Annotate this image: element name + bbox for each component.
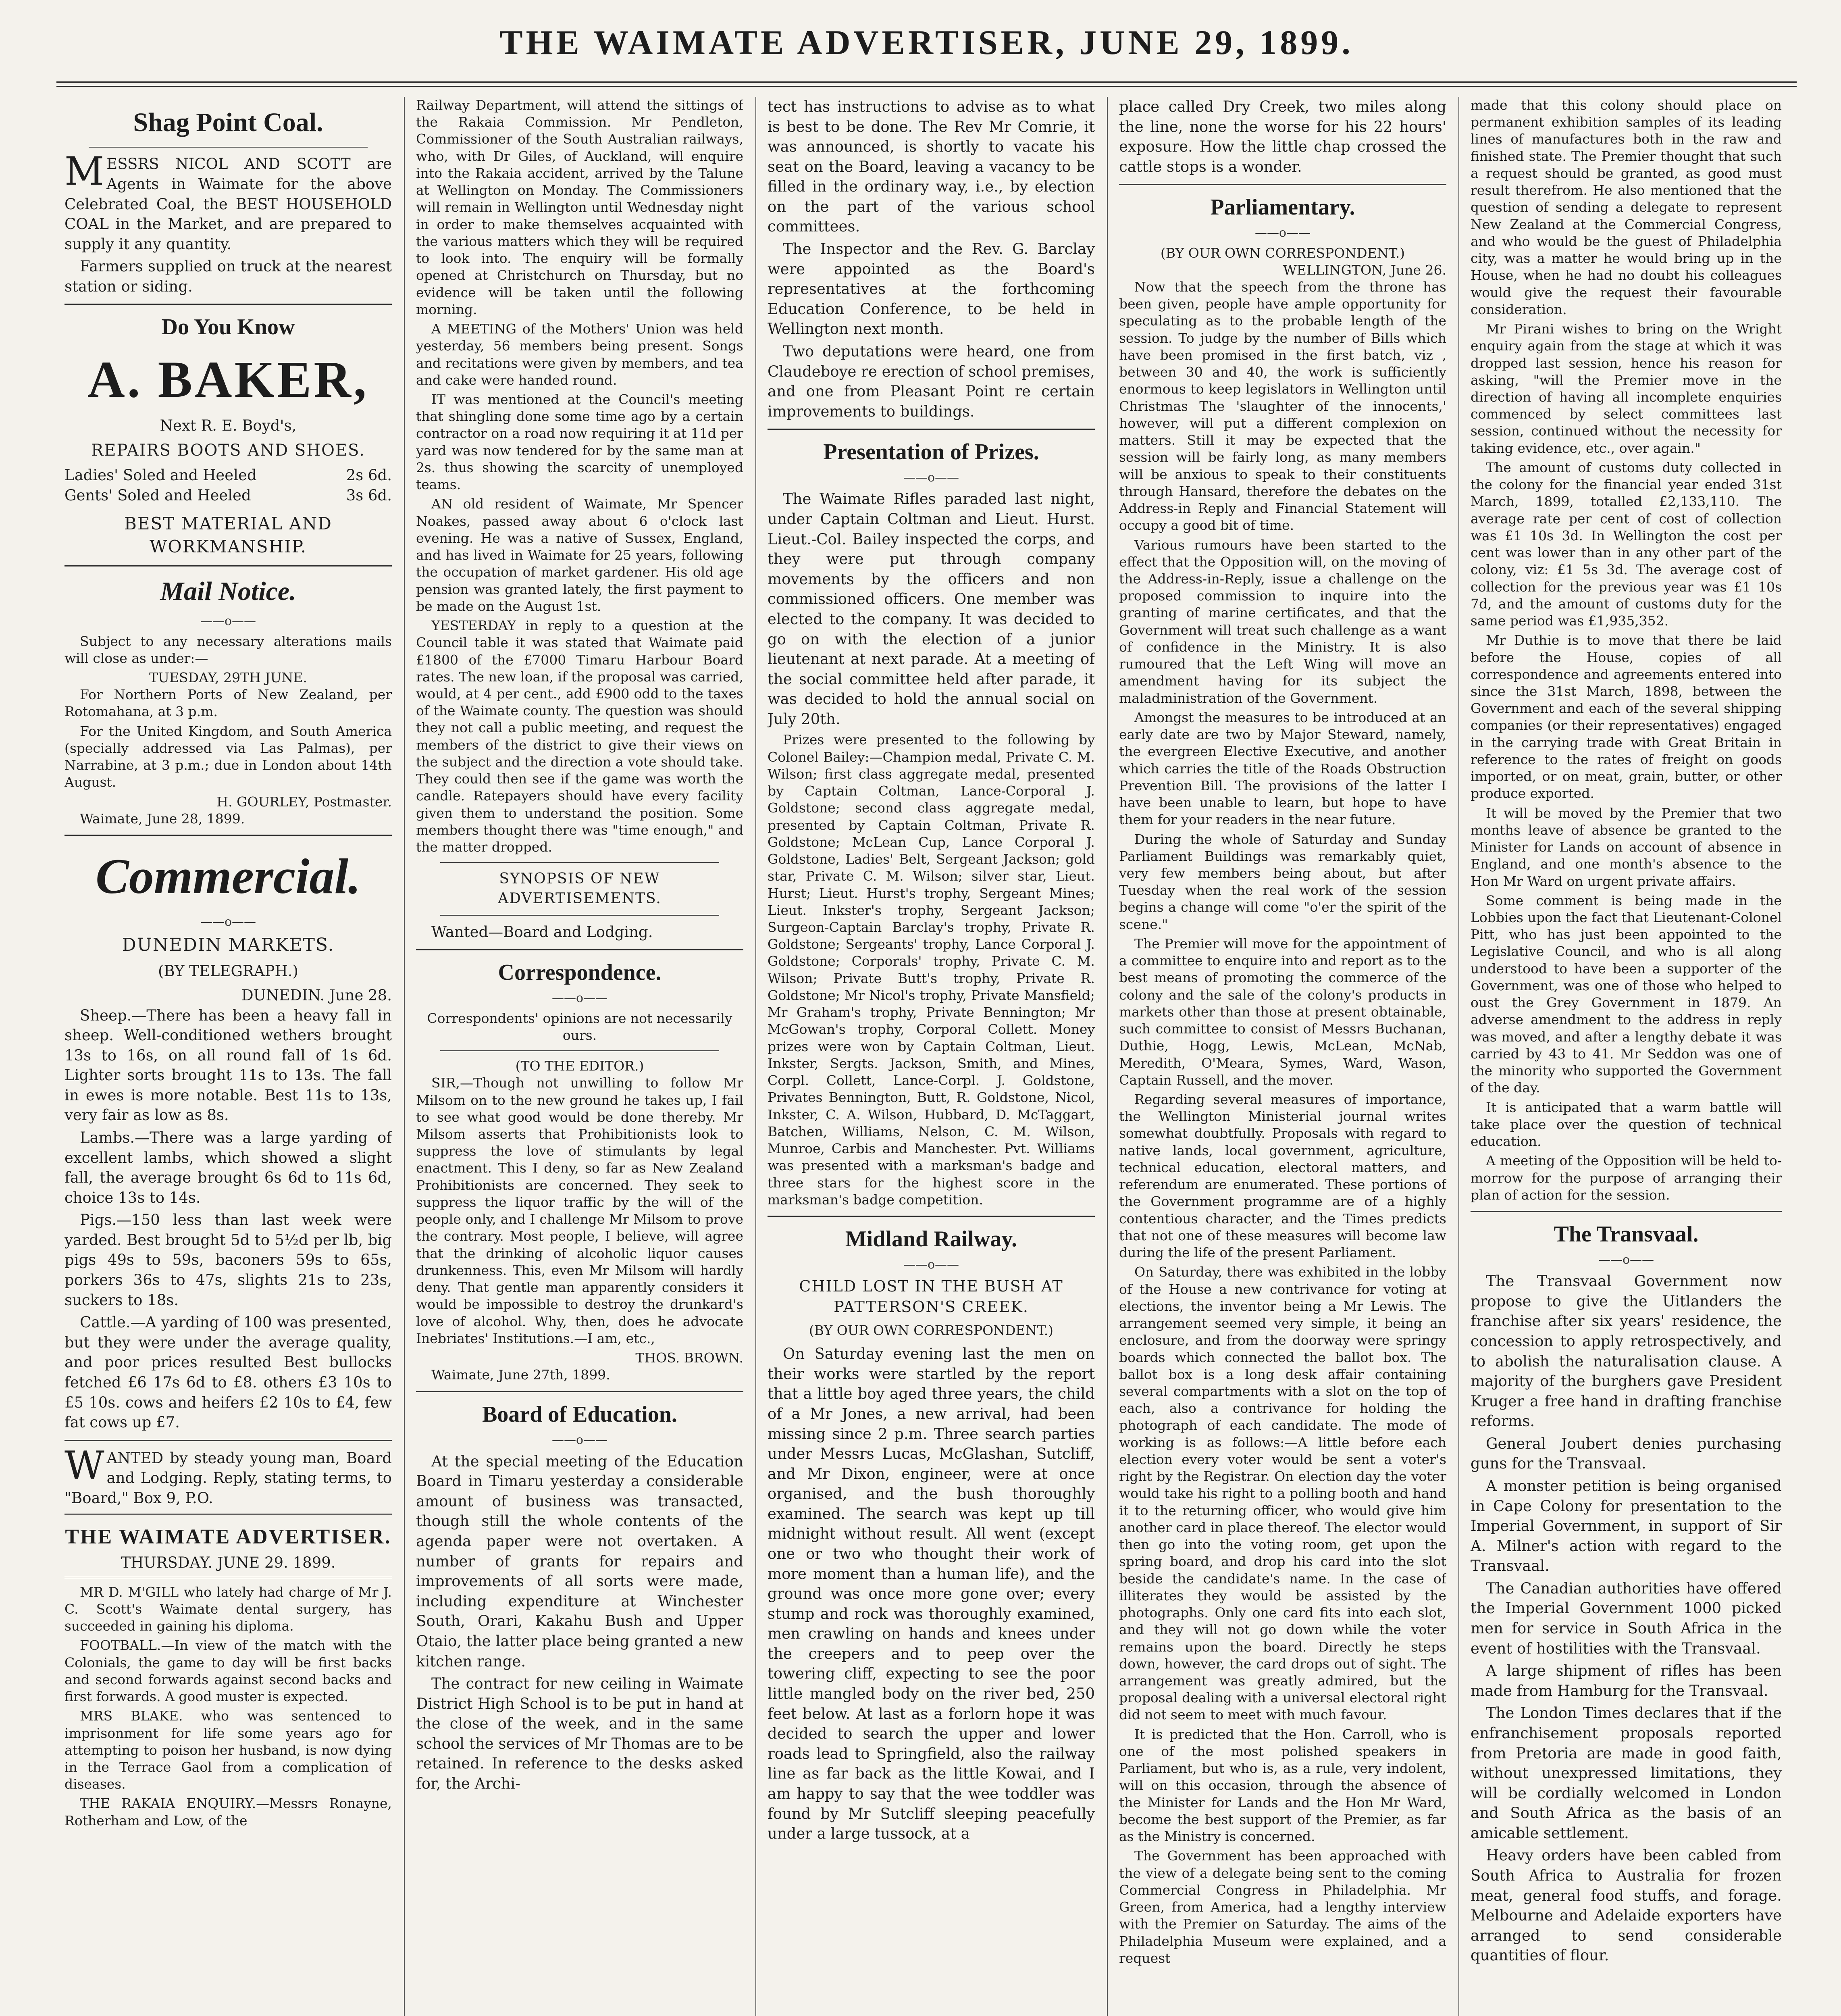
dash-ornament: ——o—— bbox=[200, 614, 256, 629]
market-sheep: Sheep.—There has been a heavy fall in sheep. Well-conditioned wethers brought 13s to 16s, on all round fall of 1s 6d. Lighter sorts brought 11s to 13s. The fall in ewes is more notable. Best 11s to 13s, very fair as low as 8s. bbox=[64, 1006, 392, 1124]
parl-carroll: It is predicted that the Hon. Carroll, who is one of the most polished speakers in Parliament, but who is, as a rule, very indolent, will on this occasion, through the absence of the Minister for Lands and the Hon Mr Ward, become the best support of the Premier, as far as the Ministry is concerned. bbox=[1119, 1726, 1446, 1845]
column-1 bbox=[64, 97, 392, 2016]
correspondence-heading: Correspondence. bbox=[498, 960, 662, 985]
news-mcgill: MR D. M'GILL who lately had charge of Mr J. C. Scott's Waimate dental surgery, has succeeded in gaining his diploma. bbox=[64, 1584, 392, 1634]
column-2 bbox=[416, 97, 743, 2016]
shag-point-ad: MESSRS NICOL AND SCOTT are Agents in Waimate for the above Celebrated Coal, the BEST HOUSEHOLD COAL in the Market, and are prepared to supply it any quantity. bbox=[64, 149, 392, 253]
to-the-editor: (TO THE EDITOR.) bbox=[515, 1058, 644, 1074]
divider bbox=[64, 304, 392, 305]
transvaal-canada: The Canadian authorities have offered the Imperial Government 1000 picked men for service in South Africa in the event of hostilities with the Transvaal. bbox=[1471, 1579, 1782, 1657]
column-rule bbox=[1458, 97, 1459, 2016]
mail-subject: Subject to any necessary alterations mails will close as under:— bbox=[64, 633, 392, 666]
column-3 bbox=[768, 97, 1095, 2016]
midland-railway-heading: Midland Railway. bbox=[845, 1226, 1017, 1252]
parl-pirani: Mr Pirani wishes to bring on the Wright enquiry again from the stage at which it was dropped last session, hence his reason for asking, "will the Premier move in the direction of having all incomplete enquiries commenced by select committees last session, continued without the necessity for taking evidence, etc., over again." bbox=[1471, 321, 1782, 456]
divider bbox=[440, 1050, 719, 1051]
ladies-label: Ladies' Soled and Heeled bbox=[64, 467, 257, 484]
dash-ornament: ——o—— bbox=[903, 471, 959, 485]
synopsis-item: Wanted—Board and Lodging. bbox=[431, 923, 653, 941]
news-harbour-rates: YESTERDAY in reply to a question at the Council table it was stated that Waimate paid £1800 of the £7000 Timaru Harbour Board rates. The new loan, if the proposal was carried, would, at 4 per cent., add £900 odd to the taxes of the Waimate county. The question was should they not call a public meeting, and request the members of the district to give their views on the subject and the direction a vote should take. They could then see if the game was worth the candle. Ratepayers should have every facility given them to understand the position. Some members thought there was "time enough," and the matter dropped. bbox=[416, 618, 743, 855]
parliament-dateline: WELLINGTON, June 26. bbox=[1283, 262, 1446, 278]
baker-workmanship: BEST MATERIAL AND WORKMANSHIP. bbox=[124, 514, 332, 556]
news-rakaia-cont: Railway Department, will attend the sittings of the Rakaia Commission. Mr Pendleton, Commissioner of the South Australian railways, who, with Dr Giles, of Auckland, will enquire into the Rakaia accident, arrived by the Talune at Wellington on Monday. The Commissioners will remain in Wellington until Wednesday night in order to make themselves acquainted with the various matters which they will be required to look into. The enquiry will be formally opened at Christchurch on Thursday, but no evidence will be taken until the following morning. bbox=[416, 97, 743, 317]
dash-ornament: ——o—— bbox=[200, 915, 256, 929]
divider bbox=[64, 565, 392, 566]
news-shingling: IT was mentioned at the Council's meeting that shingling done some time ago by a certain contractor on a road now requiring it at 11d per yard was now tendered for by the same man at 2s. thus showing the scarcity of unemployed teams. bbox=[416, 391, 743, 493]
column-5 bbox=[1471, 97, 1782, 2016]
masthead bbox=[56, 12, 1797, 87]
transvaal-rifles: A large shipment of rifles has been made from Hamburg for the Transvaal. bbox=[1471, 1662, 1782, 1699]
divider bbox=[768, 429, 1095, 430]
parl-quiet-weekend: During the whole of Saturday and Sunday Parliament Buildings was remarkably quiet, very few members being about, but after Tuesday when the real work of the session begins a change will come "o'er the spirit of the scene." bbox=[1119, 831, 1446, 932]
masthead-rule bbox=[56, 81, 1797, 87]
rifles-parade: The Waimate Rifles paraded last night, under Captain Coltman and Lieut. Hurst. Lieut.-Col. Bailey inspected the corps, and they were put through company movements by the officers and non commissioned officers. One member was elected to the company. It was decided to go on with the election of a junior lieutenant at next parade. At a meeting of the social committee held after parade, it was decided to hold the annual social on July 20th. bbox=[768, 490, 1095, 728]
parl-committee: The Premier will move for the appointment of a committee to enquire into and report as to the best means of promoting the commerce of the colony and the sale of the colony's products in markets other than those at present obtainable, such committee to consist of Messrs Buchanan, Duthie, Hogg, Lewis, McLean, McNab, Meredith, O'Meara, Symes, Ward, Wason, Captain Russell, and the mover. bbox=[1119, 935, 1446, 1088]
divider bbox=[64, 835, 392, 836]
mail-dateline: Waimate, June 28, 1899. bbox=[80, 810, 245, 827]
prizes-heading: Presentation of Prizes. bbox=[823, 439, 1039, 465]
transvaal-orders: Heavy orders have been cabled from South Africa to Australia for frozen meat, general food stuffs, and forage. Melbourne and Adelaide exporters have arranged to send considerable quantities of flour. bbox=[1471, 1847, 1782, 1964]
parl-philadelphia: The Government has been approached with the view of a delegate being sent to the coming Commercial Congress in Philadelphia. Mr Green, from America, had a lengthy interview with the Premier on Saturday. The aims of the Philadelphia Museum were explained, and a request bbox=[1119, 1848, 1446, 1966]
child-lost-cont: place called Dry Creek, two miles along the line, none the worse for his 22 hours' exposure. How the little chap crossed the cattle stops is a wonder. bbox=[1119, 98, 1446, 175]
letter-signature: THOS. BROWN. bbox=[635, 1350, 743, 1366]
transvaal-heading: The Transvaal. bbox=[1554, 1222, 1699, 1247]
divider bbox=[1471, 1211, 1782, 1212]
paper-name: THE WAIMATE ADVERTISER. bbox=[65, 1525, 391, 1549]
columns bbox=[64, 97, 1782, 2016]
own-correspondent: (BY OUR OWN CORRESPONDENT.) bbox=[1160, 245, 1405, 261]
parl-measures: Amongst the measures to be introduced at an early date are two by Major Steward, namely, the evergreen Elective Executive, and another which carries the title of the Roads Obstruction Prevention Bill. The provisions of the latter I have been unable to learn, but hope to have them for your readers in the near future. bbox=[1119, 709, 1446, 828]
parl-philadelphia-cont: made that this colony should place on permanent exhibition samples of its leading lines of manufactures both in the raw and finished state. The Premier thought that such a request should be granted, as good must result therefrom. He also mentioned that the question of sending a delegate to represent New Zealand at the Commercial Congress, and who would be the guest of Philadelphia city, was a matter he would bring up in the House, when he had no doubt his colleagues would give the request their favourable consideration. bbox=[1471, 97, 1782, 317]
column-4 bbox=[1119, 97, 1446, 2016]
price-row-gents bbox=[64, 485, 392, 506]
divider bbox=[440, 862, 719, 863]
dash-ornament: ——o—— bbox=[1254, 226, 1311, 240]
transvaal-joubert: General Joubert denies purchasing guns for the Transvaal. bbox=[1471, 1435, 1782, 1472]
board-ceiling: The contract for new ceiling in Waimate District High School is to be put in hand at the close of the week, and in the same school the services of Mr Thomas are to be retained. In reference to the desks asked for, the Archi- bbox=[416, 1675, 743, 1792]
column-rule bbox=[404, 97, 405, 2016]
dunedin-markets-heading: DUNEDIN MARKETS. bbox=[122, 935, 335, 956]
gents-label: Gents' Soled and Heeled bbox=[64, 486, 251, 504]
news-noakes: AN old resident of Waimate, Mr Spencer Noakes, passed away about 6 o'clock last evening. He was a native of Sussex, England, and has lived in Waimate for 25 years, following the occupation of market gardener. His old age pension was granted lately, the first payment to be made on the August 1st. bbox=[416, 496, 743, 614]
board-cont: tect has instructions to advise as to what is best to be done. The Rev Mr Comrie, it was announced, is shortly to vacate his seat on the Board, leaving a vacancy to be filled in the ordinary way, i.e., by election on the part of the various school committees. bbox=[768, 98, 1095, 235]
paper-nameplate bbox=[64, 1514, 392, 1578]
market-cattle: Cattle.—A yarding of 100 was presented, but they were under the average quality, and poor prices resulted Best bullocks fetched £6 17s 6d to £8. others £3 10s to £5 10s. cows and heifers £2 10s to £4, few fat cows up £7. bbox=[64, 1314, 392, 1431]
divider bbox=[768, 1216, 1095, 1217]
divider bbox=[416, 1391, 743, 1392]
synopsis-heading: SYNOPSIS OF NEW ADVERTISEMENTS. bbox=[498, 871, 662, 907]
column-rule bbox=[1107, 97, 1108, 2016]
market-lambs: Lambs.—There was a large yarding of excellent lambs, which showed a slight fall, the average brought 6s 6d to 11s 6d, choice 13s to 14s. bbox=[64, 1129, 392, 1206]
paper-date: THURSDAY. JUNE 29. 1899. bbox=[121, 1554, 336, 1572]
parliamentary-heading: Parliamentary. bbox=[1210, 195, 1355, 220]
shag-point-farmers: Farmers supplied on truck at the nearest station or siding. bbox=[64, 258, 392, 295]
board-representatives: The Inspector and the Rev. G. Barclay were appointed as the Board's representatives at the forthcoming Education Conference, to be held in Wellington next month. bbox=[768, 240, 1095, 338]
dash-ornament: ——o—— bbox=[551, 991, 608, 1006]
news-blake: MRS BLAKE. who was sentenced to imprisonment for life some years ago for attempting to poison her husband, is now dying in the Terrace Gaol from a complication of diseases. bbox=[64, 1708, 392, 1792]
mail-notice-heading: Mail Notice. bbox=[160, 576, 296, 606]
dunedin-dateline: DUNEDIN. June 28. bbox=[241, 986, 392, 1004]
commercial-heading: Commercial. bbox=[96, 849, 361, 904]
letter-body: SIR,—Though not unwilling to follow Mr Milsom on to the new ground he takes up, I fail to see what good would be done thereby. Mr Milsom asserts that Prohibitionists look to suppress the love of stimulants by legal enactment. This I deny, so far as New Zealand Prohibitionists are concerned. They seek to suppress the liquor traffic by the will of the people only, and I challenge Mr Milsom to prove the contrary. Most people, I believe, will agree that the drinking of alcoholic liquor causes drunkenness. This, even Mr Milsom will hardly deny. That gentle man apparently considers it would be impossible to destroy the drunkard's love of alcohol. Why, then, does he advocate Inebriates' Institutions.—I am, etc., bbox=[416, 1075, 743, 1346]
ladies-price: 2s 6d. bbox=[346, 467, 392, 484]
parl-technical-education: It is anticipated that a warm battle will take place over the question of technical education. bbox=[1471, 1099, 1782, 1150]
mail-uk: For the United Kingdom, and South America (specially addressed via Las Palmas), per Narrabine, at 3 p.m.; due in London about 14th August. bbox=[64, 723, 392, 790]
parl-doubtful-measures: Regarding several measures of importance, the Wellington Ministerial journal writes somewhat doubtfully. Proposals with regard to native lands, local government, agriculture, technical education, electoral matters, and referendum are enumerated. These portions of the Government programme are of a highly contentious character, and the Times predicts that not one of these measures will become law during the life of the present Parliament. bbox=[1119, 1091, 1446, 1261]
gents-price: 3s 6d. bbox=[346, 486, 392, 504]
correspondence-note: Correspondents' opinions are not necessarily ours. bbox=[427, 1010, 732, 1043]
divider bbox=[440, 915, 719, 916]
baker-name: A. BAKER, bbox=[87, 350, 369, 408]
parl-pitt: Some comment is being made in the Lobbies upon the fact that Lieutenant-Colonel Pitt, who has just been appointed to the Legislative Council, and who is all along understood to have been a supporter of the Government, was one of those who helped to oust the Grey Government in 1879. An adverse amendment to the address in reply was moved, and after a lengthy debate it was carried by 43 to 41. Mr Seddon was one of the minority who supported the Government of the day. bbox=[1471, 892, 1782, 1096]
board-grants: At the special meeting of the Education Board in Timaru yesterday a considerable amount of business was transacted, though still the whole contents of the agenda paper were not overtaken. A number of grants for repairs and improvements of all sorts were made, including expenditure at Winchester South, Orari, Kakahu Bush and Upper Otaio, the latter place being granted a new kitchen range. bbox=[416, 1452, 743, 1670]
board-deputations: Two deputations were heard, one from Claudeboye re erection of school premises, and one from Pleasant Point re certain improvements to buildings. bbox=[768, 342, 1095, 420]
transvaal-franchise: The Transvaal Government now propose to give the Uitlanders the franchise after six years' residence, the concession to apply retrospectively, and to abolish the naturalisation clause. A majority of the burghers gave President Kruger a free hand in drafting franchise reforms. bbox=[1471, 1272, 1782, 1430]
parl-duthie: Mr Duthie is to move that there be laid before the House, copies of all correspondence and agreements entered into since the 31st March, 1898, between the Government and each of the several shipping companies (or their representatives) engaged in the carrying trade with Great Britain in reference to the rates of freight on goods imported, or on meat, grain, butter, or other produce exported. bbox=[1471, 632, 1782, 802]
parl-rumours: Various rumours have been started to the effect that the Opposition will, on the moving of the Address-in-Reply, issue a challenge on the proposed commission to inquire into the granting of marine certificates, and that the Government will treat such challenge as a want of confidence in the Ministry. It is also rumoured that the Left Wing will move an amendment having for its subject the maladministration of the Government. bbox=[1119, 537, 1446, 706]
divider bbox=[89, 147, 368, 148]
mail-signature: H. GOURLEY, Postmaster. bbox=[216, 793, 392, 810]
shag-point-heading: Shag Point Coal. bbox=[133, 108, 323, 137]
baker-repairs: REPAIRS BOOTS AND SHOES. bbox=[91, 441, 365, 460]
board-education-heading: Board of Education. bbox=[482, 1402, 677, 1427]
masthead-title: THE WAIMATE ADVERTISER, JUNE 29, 1899. bbox=[499, 23, 1354, 62]
divider bbox=[1119, 184, 1446, 185]
prize-list: Prizes were presented to the following by Colonel Bailey:—Champion medal, Private C. M. Wilson; first class aggregate medal, presented by Captain Coltman, Lance-Corporal J. Goldstone; second class aggregate medal, presented by Captain Coltman, Private R. Goldstone; McLean Cup, Lance Corporal J. Goldstone, Ladies' Belt, Sergeant Jackson; gold star, Private C. M. Wilson; silver star, Lieut. Hurst; Lieut. Hurst's trophy, Sergeant Mines; Lieut. Inkster's trophy, Sergeant Jackson; Surgeon-Captain Barclay's trophy, Private R. Goldstone; Sergeants' trophy, Lance Corporal J. Goldstone; Corporals' trophy, Private C. M. Wilson; Private Butt's trophy, Private R. Goldstone; Mr Nicol's trophy, Private Mansfield; Mr Graham's trophy, Private Bennington; Mr McGowan's trophy, Corporal Collett. Money prizes were won by Captain Coltman, Lieut. Inkster, Sergts. Jackson, Smith, and Mines, Corpl. Collett, Lance-Corpl. J. Goldstone, Privates Bennington, Butt, R. Goldstone, Nicol, Inkster, C. A. Wilson, Hubbard, D. McTaggart, Batchen, Williams, Nelson, C. M. Wilson, Munroe, Carbis and Manchester. Pvt. Williams was presented with a marksman's badge and three stars for the highest score in the marksman's badge competition. bbox=[768, 732, 1095, 1208]
transvaal-times: The London Times declares that if the enfranchisement proposals reported from Pretoria are made in good faith, without unexpressed limitations, they will be cordially welcomed in London and South Africa as the basis of an amicable settlement. bbox=[1471, 1704, 1782, 1842]
news-rakaia: THE RAKAIA ENQUIRY.—Messrs Ronayne, Rotherham and Low, of the bbox=[64, 1795, 392, 1829]
news-football: FOOTBALL.—In view of the match with the Colonials, the game to day will be first backs and second forwards against second backs and first forwards. A good muster is expected. bbox=[64, 1637, 392, 1705]
parl-leave: It will be moved by the Premier that two months leave of absence be granted to the Minister for Lands on account of absence in England, and one month's absence to the Hon Mr Ward on urgent private affairs. bbox=[1471, 805, 1782, 889]
dash-ornament: ——o—— bbox=[1598, 1253, 1654, 1267]
baker-question: Do You Know bbox=[161, 314, 295, 340]
column-rule bbox=[755, 97, 756, 2016]
mail-date: TUESDAY, 29TH JUNE. bbox=[149, 669, 307, 685]
news-mothers-union: A MEETING of the Mothers' Union was held yesterday, 56 members being present. Songs and recitations were given by members, and tea and cake were handed round. bbox=[416, 321, 743, 388]
dash-ornament: ——o—— bbox=[551, 1433, 608, 1447]
child-lost-subheading: CHILD LOST IN THE BUSH AT PATTERSON'S CREEK. bbox=[799, 1277, 1063, 1316]
price-row-ladies bbox=[64, 465, 392, 485]
mail-northern: For Northern Ports of New Zealand, per Rotomahana, at 3 p.m. bbox=[64, 687, 392, 720]
wanted-ad: WANTED by steady young man, Board and Lodging. Reply, stating terms, to "Board," Box 9, P.O. bbox=[64, 1443, 392, 1507]
divider bbox=[64, 1440, 392, 1441]
dash-ornament: ——o—— bbox=[903, 1258, 959, 1272]
child-lost-body: On Saturday evening last the men on their works were startled by the report that a little boy aged three years, the child of a Mr Jones, a new arrival, had been missing since 2 p.m. Three search parties under Messrs Lucas, McGlashan, Sutcliff, and Mr Dixon, engineer, were at once organised, and the bush thoroughly examined. The search was kept up till midnight without result. All went (except one or two who thought their work of more moment than a human life), and the ground was once more gone over; every stump and rock was thoroughly examined, men crawling on hands and knees under the creepers and to peep over the towering cliff, expecting to see the poor little mangled body on the river bed, 250 feet below. At last as a forlorn hope it was decided to search the upper and lower roads lead to Springfield, also the railway line as far back as the little Kowai, and I am happy to say that the wee toddler was found by Mr Sutcliff sleeping peacefully under a large tussock, at a bbox=[768, 1345, 1095, 1843]
own-correspondent: (BY OUR OWN CORRESPONDENT.) bbox=[809, 1322, 1054, 1338]
transvaal-petition: A monster petition is being organised in Cape Colony for presentation to the Imperial Government, in support of Sir A. Milner's action with regard to the Transvaal. bbox=[1471, 1477, 1782, 1575]
baker-address: Next R. E. Boyd's, bbox=[160, 417, 297, 435]
parl-opposition-meeting: A meeting of the Opposition will be held to-morrow for the purpose of arranging their plan of action for the session. bbox=[1471, 1153, 1782, 1203]
letter-dateline: Waimate, June 27th, 1899. bbox=[431, 1367, 610, 1383]
by-telegraph: (BY TELEGRAPH.) bbox=[158, 962, 298, 980]
parl-session-length: Now that the speech from the throne has been given, people have ample opportunity for speculating as to the probable length of the session. To judge by the number of Bills which have been promised in the first batch, viz , between 30 and 40, the work is sufficiently enormous to keep legislators in Wellington until Christmas The 'slaughter of the innocents,' however, will put a different complexion on matters. Still it may be expected that the session will be fairly long, as many members will be anxious to speak to their constituents through Hansard, therefore the debates on the Address-in Reply and Financial Statement will occupy a good bit of time. bbox=[1119, 279, 1446, 533]
divider bbox=[416, 949, 743, 950]
market-pigs: Pigs.—150 less than last week were yarded. Best brought 5d to 5½d per lb, big pigs 49s to 59s, baconers 59s to 65s, porkers 36s to 47s, slights 21s to 23s, suckers to 18s. bbox=[64, 1211, 392, 1309]
parl-voting-machine: On Saturday, there was exhibited in the lobby of the House a new contrivance for voting at elections, the inventor being a Mr Lewis. The arrangement seemed very simple, it being an enclosure, and from the doorway were springy boards which connected the ballot box. The ballot box is a long desk affair containing several compartments with a slot on the top of each, also a contrivance for holding the photograph of each candidate. The mode of working is as follows:—A little before each election every voter would be sent a voter's right by the Registrar. On election day the voter would take his right to a polling booth and hand it to the returning officer, who would give him another card in place thereof. The elector would then go into the voting room, get upon the spring board, and drop his card into the slot beside the candidate's name. In the case of illiterates they would be assisted by the photographs. Only one card fits into each slot, and they will not go down while the voter remains upon the board. Directly he steps down, however, the card drops out of sight. The arrangement was greatly admired, but the proposal dealing with a universal electoral right did not seem to meet with much favour. bbox=[1119, 1264, 1446, 1723]
parl-customs: The amount of customs duty collected in the colony for the financial year ended 31st March, 1899, totalled £2,133,110. The average rate per cent of cost of collection was £1 10s 3d. In Wellington the cost per cent was lower than in any other part of the colony, viz: £1 5s 3d. The average cost of collection for the previous year was £1 10s 7d, and the amount of customs duty for the same period was £1,935,352. bbox=[1471, 459, 1782, 629]
